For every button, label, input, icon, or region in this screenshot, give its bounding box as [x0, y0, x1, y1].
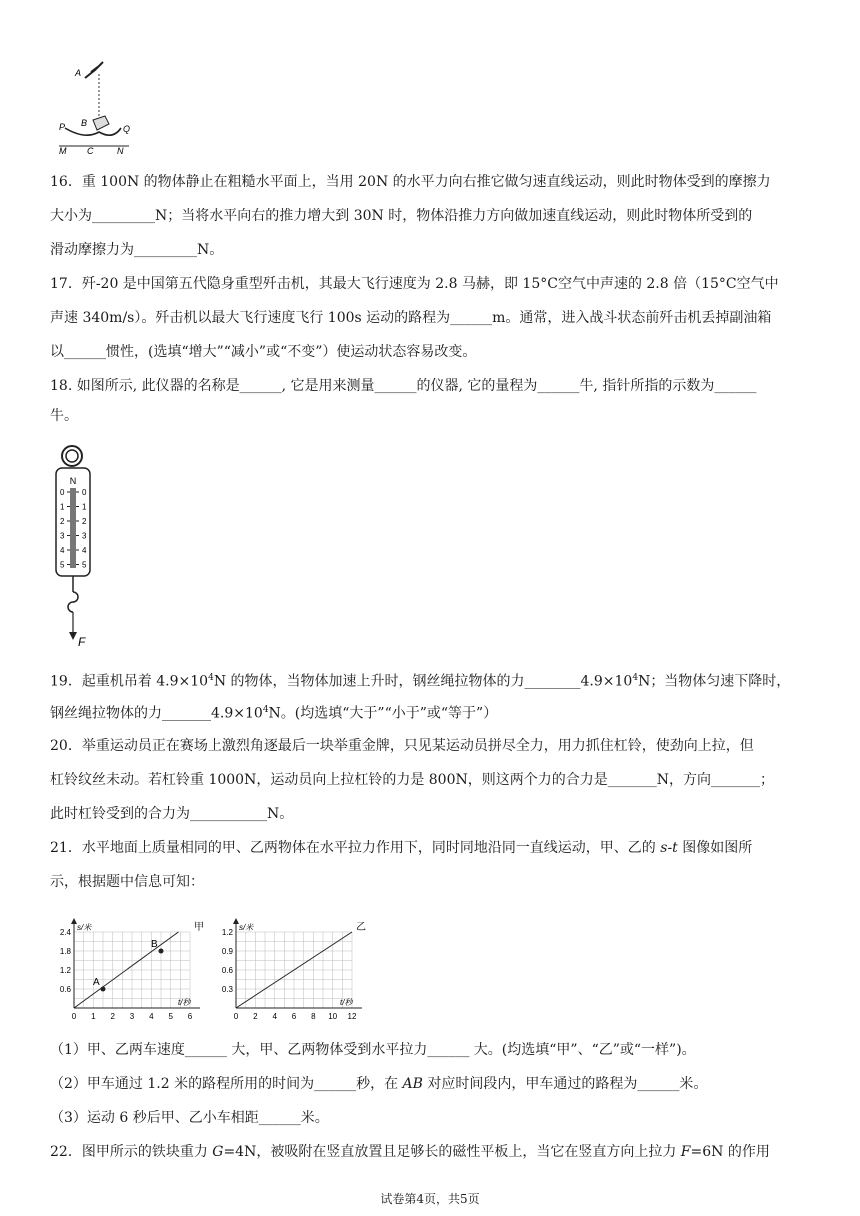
y-axis-label: s/米	[239, 923, 254, 932]
q20-line3: 此时杠铃受到的合力为___________N。	[50, 806, 294, 822]
scale-tick-right: 5	[82, 560, 87, 570]
q21-part2: （2）甲车通过 1.2 米的路程所用的时间为______秒，在 AB 对应时间段内，甲车通过的路程为______米。	[50, 1076, 708, 1092]
x-tick-label: 3	[129, 1012, 135, 1021]
q17-line3: 以______惯性，(选填“增大”“减小”或“不变”）使运动状态容易改变。	[50, 344, 477, 360]
x-tick-label: 0	[233, 1012, 239, 1021]
q21-part1: （1）甲、乙两车速度______ 大，甲、乙两物体受到水平拉力______ 大。(均选填“甲”、“乙”或“一样”)。	[50, 1042, 696, 1058]
y-tick-label: 1.8	[59, 947, 71, 956]
point-label: A	[93, 977, 100, 988]
scale-tick-right: 2	[82, 517, 87, 526]
label-a: A	[75, 68, 82, 78]
chart-yi	[212, 912, 372, 1022]
top-figure	[55, 58, 135, 158]
x-tick-label: 2	[110, 1012, 115, 1021]
q17-line2: 声速 340m/s）。歼击机以最大飞行速度飞行 100s 运动的路程为______m。通常，进入战斗状态前歼击机丢掉副油箱	[50, 310, 772, 326]
scale-tick-left: 4	[60, 546, 65, 555]
x-tick-label: 6	[291, 1012, 297, 1021]
force-label: F	[78, 635, 86, 648]
scale-tick-left: 3	[60, 531, 65, 541]
x-tick-label: 4	[272, 1012, 277, 1021]
data-point	[101, 987, 106, 992]
q22-line1: 22．图甲所示的铁块重力 G=4N，被吸附在竖直放置且足够长的磁性平板上，当它在竖直方向上拉力 F=6N 的作用	[50, 1144, 770, 1160]
q21-part3: （3）运动 6 秒后甲、乙小车相距______米。	[50, 1110, 329, 1126]
scale-tick-left: 5	[60, 560, 65, 570]
scale-tick-left: 0	[60, 488, 65, 497]
scale-tick-right: 0	[82, 488, 87, 497]
scale-tick-right: 3	[82, 531, 87, 541]
q19-line1: 19．起重机吊着 $4.9\times 10^4N$ 的物体，当物体加速上升时，钢丝绳拉物体的力$\_\_\_\_\_\_\_\_4.9\times 10^4N$；当物体匀速下降时，	[50, 673, 791, 690]
scale-tick-left: 1	[60, 502, 65, 512]
point-label: B	[151, 939, 158, 950]
x-tick-label: 1	[91, 1012, 96, 1021]
scale-unit: N	[69, 476, 77, 486]
q18-line2: 牛。	[50, 408, 78, 424]
x-tick-label: 6	[187, 1012, 193, 1021]
chart-title: 乙	[356, 922, 366, 933]
x-axis-label: t/秒	[178, 998, 191, 1007]
x-tick-label: 4	[149, 1012, 154, 1021]
q21-line1: 21．水平地面上质量相同的甲、乙两物体在水平拉力作用下，同时同地沿同一直线运动，甲、乙的 s-t 图像如图所	[50, 840, 753, 856]
q21-line2: 示，根据题中信息可知：	[50, 874, 204, 890]
label-n: N	[117, 146, 124, 156]
label-p: P	[59, 122, 66, 132]
label-c: C	[87, 146, 94, 156]
y-tick-label: 0.6	[59, 985, 71, 994]
label-m: M	[59, 146, 67, 156]
q16-line3: 滑动摩擦力为_________N。	[50, 242, 224, 258]
chart-title: 甲	[194, 922, 204, 933]
chart-jia	[50, 912, 210, 1022]
label-q: Q	[123, 124, 131, 134]
q20-line1: 20．举重运动员正在赛场上激烈角逐最后一块举重金牌，只见某运动员拼尽全力，用力抓住杠铃，使劲向上拉，但	[50, 738, 754, 754]
scale-tick-right: 1	[82, 502, 87, 512]
scale-tick-left: 2	[60, 517, 65, 526]
x-axis-label: t/秒	[340, 998, 353, 1007]
q16-line1: 16．重 100N 的物体静止在粗糙水平面上，当用 20N 的水平力向右推它做匀速直线运动，则此时物体受到的摩擦力	[50, 174, 771, 190]
x-tick-label: 5	[168, 1012, 173, 1021]
scale-tick-right: 4	[82, 546, 87, 555]
x-tick-label: 8	[311, 1012, 316, 1021]
y-tick-label: 0.3	[221, 985, 233, 994]
q18-line1: 18. 如图所示, 此仪器的名称是______, 它是用来测量______的仪器, 它的量程为______牛, 指针所指的示数为______	[50, 378, 757, 394]
y-tick-label: 1.2	[59, 966, 71, 975]
data-point	[159, 949, 164, 954]
y-axis-label: s/米	[77, 923, 92, 932]
label-b: B	[81, 118, 88, 128]
y-tick-label: 2.4	[59, 928, 71, 937]
y-tick-label: 1.2	[221, 928, 233, 937]
y-tick-label: 0.9	[221, 947, 233, 956]
x-tick-label: 2	[253, 1012, 258, 1021]
q17-line1: 17．歼-20 是中国第五代隐身重型歼击机，其最大飞行速度为 2.8 马赫，即 15°C空气中声速的 2.8 倍（15°C空气中	[50, 276, 779, 292]
page-footer: 试卷第4页，共5页	[380, 1192, 480, 1206]
q16-line2: 大小为_________N；当将水平向右的推力增大到 30N 时，物体沿推力方向做加速直线运动，则此时物体所受到的	[50, 208, 753, 224]
q20-line2: 杠铃纹丝未动。若杠铃重 1000N，运动员向上拉杠铃的力是 800N，则这两个力的合力是_______N，方向_______；	[50, 772, 774, 788]
x-tick-label: 10	[328, 1012, 338, 1021]
x-tick-label: 0	[71, 1012, 77, 1021]
q19-line2: 钢丝绳拉物体的力$\_\_\_\_\_\_\_4.9\times 10^4N$。(均选填“大于”“小于”或“等于”）	[50, 705, 498, 722]
x-tick-label: 12	[347, 1012, 357, 1021]
y-tick-label: 0.6	[221, 966, 233, 975]
spring-scale-figure	[50, 442, 110, 648]
